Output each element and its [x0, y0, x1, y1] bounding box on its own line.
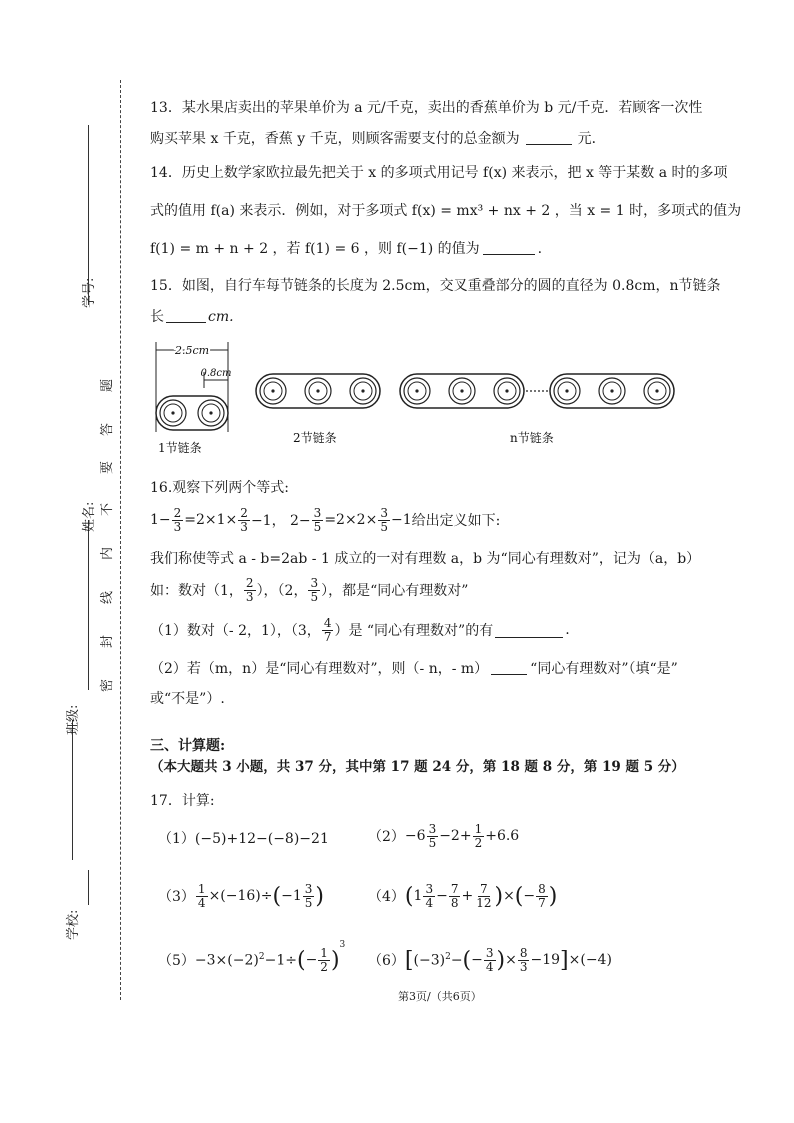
q14-blank[interactable] [483, 240, 535, 255]
caption-2: 2节链条 [293, 431, 337, 445]
q14-text: f(1) = m + n + 2 ，若 f(1) = 6 ，则 f(−1) 的值为 [150, 241, 480, 257]
q13-line1: 13．某水果店卖出的苹果单价为 a 元/千克，卖出的香蕉单价为 b 元/千克．若顾客一次性 [150, 100, 703, 116]
name-line [88, 520, 89, 690]
q16-part1-blank[interactable] [495, 623, 563, 638]
school-label: 学校: [66, 909, 81, 940]
q15-line2 [150, 306, 234, 326]
binding-dashed-line [120, 80, 121, 1000]
q16-title: 16.观察下列两个等式: [150, 480, 289, 496]
q16-part2-cont: 或“不是”）. [150, 691, 225, 707]
q17-p5: （5） $-3\times(-2)^2-1\div$ ( − $\frac{1}{2}$ ) $^3$ [158, 940, 346, 974]
section3-desc: （本大题共 3 小题，共 37 分，其中第 17 题 24 分，第 18 题 8 分，第 19 题 5 分） [150, 759, 685, 775]
chain-figure [148, 336, 688, 456]
q13-unit: 元． [577, 131, 606, 147]
school-line [88, 870, 89, 905]
q14-line2: 式的值用 f(a) 来表示．例如，对于多项式 f(x) = mx³ + nx + 2 ，当 x = 1 时，多项式的值为 [150, 203, 742, 219]
q17-p1: （1）(−5)+12−(−8)−21 [158, 831, 329, 847]
caption-n: n节链条 [510, 431, 554, 445]
q13-blank[interactable] [526, 130, 572, 145]
seal-word: 封 [100, 634, 115, 648]
q15-line1: 15．如图，自行车每节链条的长度为 2.5cm，交叉重叠部分的圆的直径为 0.8cm，n节链条 [150, 278, 721, 294]
q15-unit: cm. [208, 309, 234, 325]
fig-length-label: 2.5cm [174, 344, 210, 357]
seal-word: 不 [100, 502, 115, 516]
student-id-label: 学号: [82, 277, 97, 308]
q17-p4: （4） ( 1 $\frac{3}{4}$ − $\frac{7}{8}$ + $\frac{7}{12}$ ) × ( − $\frac{8}{7}$ ) [368, 881, 558, 910]
caption-1: 1节链条 [158, 441, 202, 455]
q16-part1: （1）数对（- 2，1），（3， $\frac{4}{7}$ ）是 “同心有理数对”的有 . [150, 615, 570, 644]
page-footer: 第3页/（共6页） [398, 990, 482, 1003]
q17-title: 17．计算: [150, 793, 215, 809]
q13-text: 购买苹果 x 千克，香蕉 y 千克，则顾客需要支付的总金额为 [150, 131, 520, 147]
q17-p2: （2） −6 $\frac{3}{5}$ −2+ $\frac{1}{2}$ +6.6 [368, 821, 520, 850]
q17-p6: （6） [ $(-3)^2-$ ( − $\frac{3}{4}$ ) × $\frac{8}{3}$ −19 ] ×(−4) [368, 945, 612, 974]
q16-part2: （2）若（m，n）是“同心有理数对”，则（- n，- m） “同心有理数对”（填“是” [150, 661, 678, 677]
q16-definition: 我们称使等式 a - b=2ab - 1 成立的一对有理数 a，b 为“同心有理数对”，记为（a，b） [150, 551, 701, 567]
seal-word: 题 [100, 378, 115, 392]
q17-p3: （3） $\frac{1}{4}$ ×(−16)÷ ( −1 $\frac{3}{5}$ ) [158, 881, 324, 910]
fig-dia-label: 0.8cm [200, 368, 232, 379]
seal-word: 密 [100, 678, 115, 692]
q15-text: 长 [150, 309, 164, 325]
q14-end: . [537, 241, 543, 257]
q14-line3 [150, 238, 542, 258]
q14-line1: 14．历史上数学家欧拉最先把关于 x 的多项式用记号 f(x) 来表示，把 x 等于某数 a 时的多项 [150, 165, 728, 181]
class-label: 班级: [66, 704, 81, 735]
seal-word: 线 [100, 590, 115, 604]
q16-example: 如：数对（1， $\frac{2}{3}$ ），（2， $\frac{3}{5}$ ），都是“同心有理数对” [150, 575, 469, 604]
seal-word: 内 [100, 546, 115, 560]
q16-equations: 1− $\frac{2}{3}$ =2×1× $\frac{2}{3}$ −1， 2− $\frac{3}{5}$ =2×2× $\frac{3}{5}$ −1 给出定义如下: [150, 505, 501, 534]
section3-title: 三、计算题: [150, 738, 226, 754]
q16-eq-tail: 给出定义如下: [411, 513, 501, 529]
q16-part2-blank[interactable] [491, 660, 527, 675]
name-label: 姓名: [82, 501, 97, 532]
seal-word: 要 [100, 460, 115, 474]
q13-line2 [150, 128, 606, 148]
q15-blank[interactable] [166, 308, 206, 323]
seal-word: 答 [100, 422, 115, 436]
class-line [72, 720, 73, 860]
